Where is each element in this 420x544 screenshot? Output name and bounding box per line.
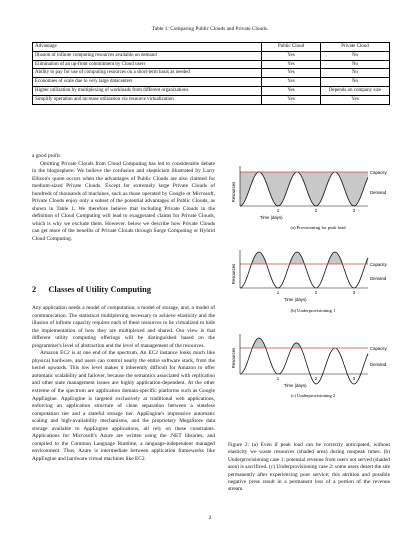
tick-label: 1 [276, 208, 280, 213]
capacity-label: Capacity [370, 262, 387, 267]
cell: Illusion of infinite computing resources available on demand [33, 51, 262, 60]
cell: Economies of scale due to very large datacenters [33, 78, 262, 87]
cell: Yes [321, 95, 390, 104]
cell: No [321, 51, 390, 60]
tick-label: 2 [314, 290, 318, 295]
header-private-cloud: Private Cloud [321, 43, 390, 52]
axis-x-label: Time (days) [260, 215, 283, 220]
axis-y-label: Resources [231, 181, 236, 203]
figure-caption: Figure 2: (a) Even if peak load can be correctly anticipated, without elasticity we waste resources (shaded area) during nonpeak times. (b) Underprovisioning case 1: potential revenue from users not served (shaded area) is sacrificed. (c) Underprovisioning case 2: some users desert the site permanently after experiencing poor service; this attrition and possible negative press result in a permanent loss of a portion of the revenue stream. [228, 442, 390, 493]
cell: Simplify operation and increase utilization via resource virtualization [33, 95, 262, 104]
figure-panel-a [231, 166, 388, 230]
cell: Yes [262, 51, 321, 60]
table-row [33, 95, 390, 104]
paragraph-ec2: Amazon EC2 is at one end of the spectrum. An EC2 instance looks much like physical hardware, and users can control nearly the entire software stack, from the kernel upwards. This low level makes it inherently difficult for Amazon to offer automatic scalability and failover, because the semantics associated with replication and other state management issues are highly application-dependent. At the other extreme of the spectrum are application domain-specific platforms such as Google AppEngine. AppEngine is targeted exclusively at traditional web applications, enforcing an application structure of clean separation between a stateless computation tier and a stateful storage tier. AppEngine's impressive automatic scaling and high-availability mechanisms, and the proprietary MegaStore data storage available to AppEngine applications, all rely on these constraints. Applications for Microsoft's Azure are written using the .NET libraries, and compiled to the Common Language Runtime, a language-independent managed environment. Thus, Azure is intermediate between application frameworks like AppEngine and hardware virtual machines like EC2. [32, 350, 215, 462]
axis-x-label: Time (days) [284, 297, 307, 302]
page-number: 2 [208, 515, 212, 521]
cell: Yes [262, 86, 321, 95]
subcaption-b: (b) Underprovisioning 1 [290, 308, 336, 313]
cell: Elimination of an up-front commitment by Cloud users [33, 60, 262, 69]
demand-label: Demand [370, 362, 387, 367]
cell: Yes [262, 78, 321, 87]
tick-label: 2 [314, 208, 318, 213]
figure-2 [228, 160, 398, 460]
table-header-row [33, 43, 390, 52]
cell: No [321, 60, 390, 69]
table-row [33, 78, 390, 87]
figure-panel-c [231, 334, 388, 398]
axis-y-label: Resources [231, 263, 236, 285]
table-row [33, 69, 390, 78]
subcaption-c: (c) Underprovisioning 2 [290, 393, 336, 398]
section-heading [32, 285, 151, 294]
tick-label: 3 [352, 290, 356, 295]
paragraph-models: Any application needs a model of computation, a model of storage, and, a model of communication. The statistical multiplexing necessary to achieve elasticity and the illusion of infinite capacity requires each of these resources to be virtualized to hide the implementation of how they are multiplexed and shared. Our view is that different utility computing offerings will be distinguished based on the programmer's level of abstraction and the level of management of the resources. [32, 305, 215, 349]
comparison-table [32, 42, 390, 105]
cell: No [321, 69, 390, 78]
capacity-label: Capacity [370, 346, 387, 351]
tick-label: 1 [276, 290, 280, 295]
cell: Yes [262, 69, 321, 78]
cell: Depends on company size [321, 86, 390, 95]
cell: Ability to pay for use of computing resources on a short-term basis as needed [33, 69, 262, 78]
cell: Higher utilization by multiplexing of workloads from different organizations [33, 86, 262, 95]
header-public-cloud: Public Cloud [262, 43, 321, 52]
table-row [33, 51, 390, 60]
section-title: Classes of Utility Computing [48, 285, 151, 294]
paragraph-private-clouds: Omitting Private Clouds from Cloud Computing has led to considerable debate in the blogosphere. We believe the confusion and skepticism illustrated by Larry Ellison's quote occurs when the advantages of Public Clouds are also claimed for medium-sized Private Clouds. Except for extremely large Private Clouds of hundreds of thousands of machines, such as those operated by Google or Microsoft, Private Clouds enjoy only a subset of the potential advantages of Public Clouds, as shown in Table 1. We therefore believe that including Private Clouds in the definition of Cloud Computing will lead to exaggerated claims for Private Clouds, which is why we exclude them. However, below we describe how Private Clouds can get more of the benefits of Private Clouds through Surge Computing or Hybrid Cloud Computing. [32, 160, 215, 243]
demand-label: Demand [370, 190, 387, 195]
axis-y-label: Resources [231, 347, 236, 369]
cell: Yes [262, 60, 321, 69]
header-advantage: Advantage [33, 43, 262, 52]
tick-label: 2 [314, 376, 318, 381]
cell: No [321, 78, 390, 87]
tick-label: 1 [276, 376, 280, 381]
cell: Yes [262, 95, 321, 104]
tick-label: 3 [352, 208, 356, 213]
demand-label: Demand [370, 276, 387, 281]
axis-x-label: Time (days) [284, 383, 307, 388]
table-row [33, 86, 390, 95]
paragraph-continuation: a good profit. [32, 153, 62, 159]
subcaption-a: (a) Provisioning for peak load [290, 225, 346, 230]
table-caption: Table 1: Comparing Public Clouds and Private Clouds. [151, 26, 269, 32]
section-number: 2 [32, 285, 37, 294]
figure-panel-b [231, 250, 388, 313]
left-column-top [32, 153, 215, 244]
table-row [33, 60, 390, 69]
shaded-lost-revenue [240, 338, 368, 348]
left-column-bottom [32, 305, 215, 463]
tick-label: 3 [352, 376, 356, 381]
capacity-label: Capacity [370, 170, 387, 175]
